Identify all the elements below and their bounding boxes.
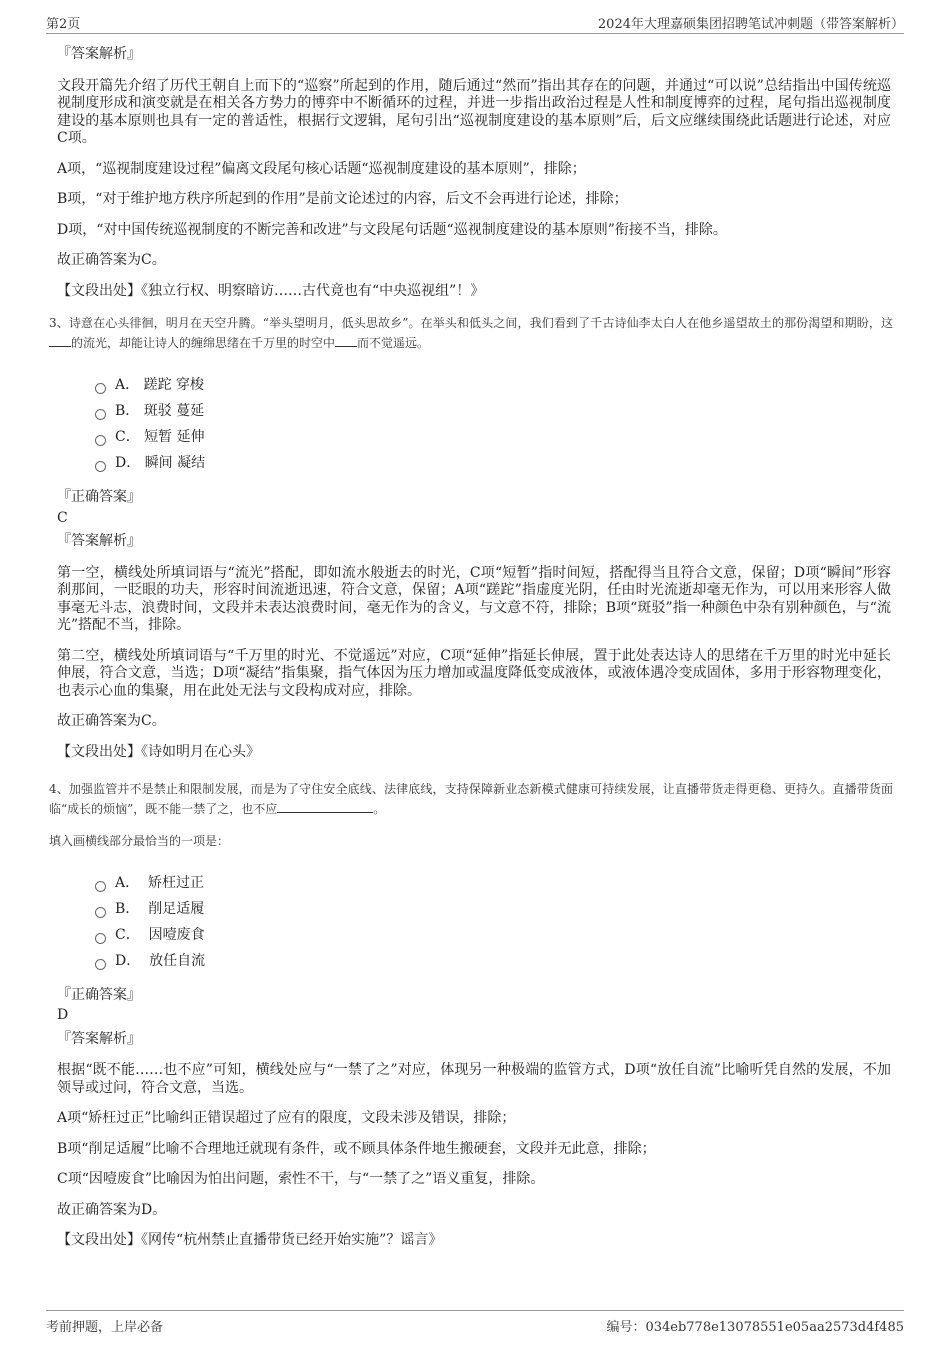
q3-analysis-p2: 第二空，横线处所填词语与“千万里的时光、不觉遥远”对应，C项“延伸”指延长伸展，置于此处表达诗人的思绪在千万里的时光中延长伸展，符合文意，当选；D项“凝结”指集聚，指气体因为压力增加或温度降低变成液体，或液体遇冷变成固体，多用于形容物理变化，也表示心血的集聚，用在此处无法与文段构成对应，排除。 (57, 647, 891, 699)
q4-option-b[interactable]: B． 削足适履 (95, 897, 891, 923)
radio-icon[interactable] (95, 907, 106, 918)
radio-icon[interactable] (95, 435, 106, 446)
q2-analysis-p2: A项，“巡视制度建设过程”偏离文段尾句核心话题“巡视制度建设的基本原则”，排除； (57, 160, 586, 177)
q4-analysis-p2: A项“矫枉过正”比喻纠正错误超过了应有的限度，文段未涉及错误，排除； (57, 1110, 516, 1126)
q2-analysis-p3: B项，“对于维护地方秩序所起到的作用”是前文论述过的内容，后文不会再进行论述，排除； (57, 191, 628, 207)
q4-analysis-p4: C项“因噎废食”比喻因为怕出问题，索性不干，与“一禁了之”语义重复，排除。 (57, 1171, 545, 1187)
q4-option-a[interactable]: A． 矫枉过正 (95, 871, 891, 897)
radio-icon[interactable] (95, 461, 106, 472)
q4-stem: 4、加强监管并不是禁止和限制发展，而是为了守住安全底线、法律底线，支持保障新业态新模式健康可持续发展，让直播带货走得更稳、更持久。直播带货面临“成长的烦恼”，既不能一禁了之，也不应 。 (49, 782, 893, 816)
blank-1 (49, 334, 71, 347)
document-title: 2024年大理嘉硕集团招聘笔试冲刺题（带答案解析） (597, 17, 904, 32)
q2-source: 【文段出处】《独立行权、明察暗访……古代竟也有“中央巡视组”！》 (57, 282, 485, 299)
q4-source: 【文段出处】《网传“杭州禁止直播带货已经开始实施”？谣言》 (57, 1232, 443, 1248)
radio-icon[interactable] (95, 409, 106, 420)
q3-answer: C (57, 509, 68, 526)
radio-icon[interactable] (95, 881, 106, 892)
q4-answer: D (57, 1007, 69, 1023)
blank-2 (335, 334, 357, 347)
page-header (46, 13, 904, 34)
q4-option-d[interactable]: D． 放任自流 (95, 949, 891, 975)
q4-option-c[interactable]: C． 因噎废食 (95, 923, 891, 949)
q2-analysis-p1: 文段开篇先介绍了历代王朝自上而下的“巡察”所起到的作用，随后通过“然而”指出其存在的问题，并通过“可以说”总结指出中国传统巡视制度形成和演变就是在相关各方势力的博弈中不断循环的过程，并进一步指出政治过程是人性和制度博弈的过程，尾句指出巡视制度建设的基本原则也具有一定的普适性，根据行文逻辑，尾句引出“巡视制度建设的基本原则”后，后文应继续围绕此话题进行论述，对应C项。 (57, 77, 891, 146)
page-content (49, 46, 893, 1263)
q4-analysis-p3: B项“削足适履”比喻不合理地迁就现有条件，或不顾具体条件地生搬硬套，文段并无此意，排除； (57, 1140, 656, 1157)
radio-icon[interactable] (95, 933, 106, 944)
q2-analysis-p5: 故正确答案为C。 (57, 252, 166, 268)
analysis-label: 『答案解析』 (57, 46, 141, 62)
q2-analysis-p4: D项，“对中国传统巡视制度的不断完善和改进”与文段尾句话题“巡视制度建设的基本原则”衔接不当，排除。 (57, 221, 727, 238)
q3-analysis-p3: 故正确答案为C。 (57, 713, 166, 729)
q3-option-d[interactable]: D． 瞬间 凝结 (95, 451, 891, 477)
q3-analysis-p1: 第一空，横线处所填词语与“流光”搭配，即如流水般逝去的时光，C项“短暂”指时间短，搭配得当且符合文意，保留；D项“瞬间”形容刹那间，一眨眼的功夫，形容时间流逝迅速，符合文意，保留；A项“蹉跎”指虚度光阴，任由时光流逝却毫无作为，可以用来形容人做事毫无斗志，浪费时间，文段并未表达浪费时间，毫无作为的含义，与文意不符，排除；B项“斑驳”指一种颜色中杂有别种颜色，与“流光”搭配不当，排除。 (57, 564, 891, 633)
footer-code: 编号：034eb778e13078551e05aa2573d4f485 (606, 1320, 904, 1335)
q3-option-a[interactable]: A． 蹉跎 穿梭 (95, 373, 891, 399)
blank-long (277, 800, 373, 813)
radio-icon[interactable] (95, 959, 106, 970)
q4-analysis-p1: 根据“既不能……也不应”可知，横线处应与“一禁了之”对应，体现另一种极端的监管方式，D项“放任自流”比喻听凭自然的发展，不加领导或过问，符合文意，当选。 (57, 1062, 891, 1096)
q3-option-c[interactable]: C． 短暂 延伸 (95, 425, 891, 451)
radio-icon[interactable] (95, 383, 106, 394)
q4-lead: 填入画横线部分最恰当的一项是： (49, 834, 230, 848)
q4-analysis-p5: 故正确答案为D。 (57, 1201, 167, 1218)
analysis-label: 『答案解析』 (57, 533, 141, 549)
q3-source: 【文段出处】《诗如明月在心头》 (57, 743, 260, 760)
analysis-label: 『答案解析』 (57, 1030, 141, 1047)
q4-options (95, 871, 891, 975)
q3-option-b[interactable]: B． 斑驳 蔓延 (95, 399, 891, 425)
q3-options (95, 373, 891, 477)
q3-stem: 3、诗意在心头徘徊，明月在天空升腾。“举头望明月，低头思故乡”。在举头和低头之间，我们看到了千古诗仙李太白人在他乡遥望故土的那份渴望和期盼，这的流光，却能让诗人的缠绵思绪在千万里的时空中 而不觉遥远。 (49, 316, 893, 350)
page-number: 第2页 (46, 17, 81, 32)
correct-label: 『正确答案』 (57, 986, 141, 1003)
correct-label: 『正确答案』 (57, 489, 141, 505)
page-footer (46, 1310, 904, 1337)
footer-motto: 考前押题，上岸必备 (46, 1320, 164, 1335)
